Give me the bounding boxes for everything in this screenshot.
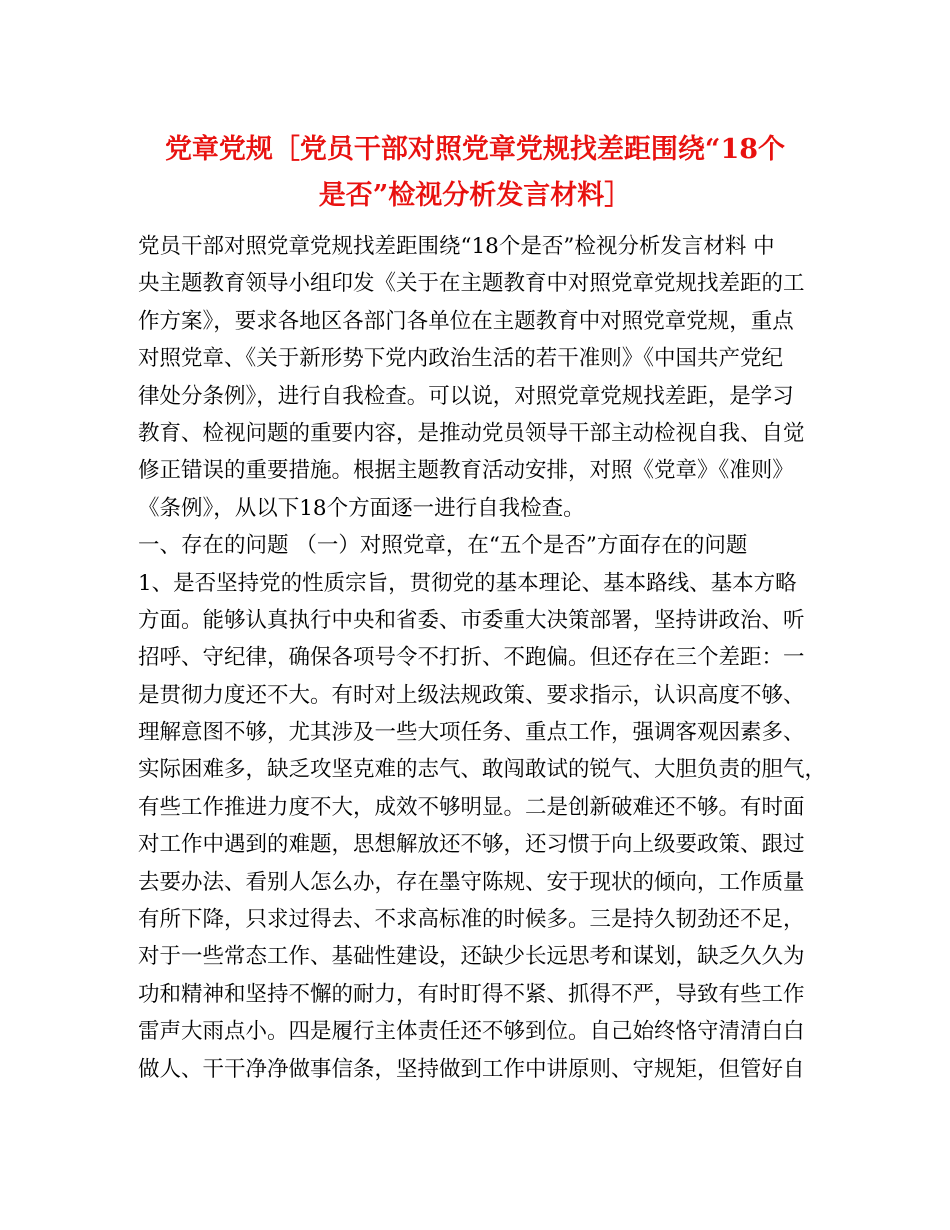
- body-text-line: 党员干部对照党章党规找差距围绕“18个是否”检视分析发言材料 中: [138, 234, 775, 259]
- body-text-line: 教育、检视问题的重要内容，是推动党员领导干部主动检视自我、自觉: [138, 420, 805, 446]
- body-text-line: 修正错误的重要措施。根据主题教育活动安排，对照《党章》《准则》: [138, 458, 794, 484]
- document-title-line-1: 党章党规［党员干部对照党章党规找差距围绕“18个: [164, 134, 786, 165]
- body-text-line: 雷声大雨点小。四是履行主体责任还不够到位。自己始终恪守清清白白: [138, 1019, 805, 1045]
- body-text-line: 《条例》，从以下18个方面逐一进行自我检查。: [138, 495, 585, 521]
- body-text-line: 一、存在的问题 （一）对照党章，在“五个是否”方面存在的问题: [138, 533, 748, 559]
- body-text-line: 做人、干干净净做事信条，坚持做到工作中讲原则、守规矩，但管好自: [138, 1056, 805, 1082]
- body-text-line: 有些工作推进力度不大，成效不够明显。二是创新破难还不够。有时面: [138, 794, 805, 820]
- body-text-line: 作方案》，要求各地区各部门各单位在主题教育中对照党章党规，重点: [138, 308, 794, 334]
- body-text-line: 去要办法、看别人怎么办，存在墨守陈规、安于现状的倾向，工作质量: [138, 869, 805, 895]
- body-text-line: 有所下降，只求过得去、不求高标准的时候多。三是持久韧劲还不足，: [138, 907, 805, 933]
- document-body: [138, 228, 828, 1088]
- body-text-line: 招呼、守纪律，确保各项号令不打折、不跑偏。但还存在三个差距：一: [138, 645, 805, 671]
- body-text-line: 央主题教育领导小组印发《关于在主题教育中对照党章党规找差距的工: [138, 271, 805, 297]
- body-text-line: 实际困难多，缺乏攻坚克难的志气、敢闯敢试的锐气、大胆负责的胆气，: [138, 757, 827, 783]
- body-text-line: 律处分条例》，进行自我检查。可以说，对照党章党规找差距，是学习: [138, 383, 794, 409]
- body-text-line: 对工作中遇到的难题，思想解放还不够，还习惯于向上级要政策、跟过: [138, 832, 805, 858]
- body-text-line: 理解意图不够，尤其涉及一些大项任务、重点工作，强调客观因素多、: [138, 720, 805, 746]
- body-text-line: 方面。能够认真执行中央和省委、市委重大决策部署，坚持讲政治、听: [138, 607, 805, 633]
- body-text-line: 1、是否坚持党的性质宗旨，贯彻党的基本理论、基本路线、基本方略: [138, 570, 797, 596]
- body-text-line: 对于一些常态工作、基础性建设，还缺少长远思考和谋划，缺乏久久为: [138, 944, 805, 970]
- body-text-line: 功和精神和坚持不懈的耐力，有时盯得不紧、抓得不严，导致有些工作: [138, 981, 805, 1007]
- document-title-line-2: 是否”检视分析发言材料］: [318, 180, 632, 211]
- body-text-line: 对照党章、《关于新形势下党内政治生活的若干准则》《中国共产党纪: [138, 346, 784, 372]
- body-text-line: 是贯彻力度还不大。有时对上级法规政策、要求指示，认识高度不够、: [138, 682, 805, 708]
